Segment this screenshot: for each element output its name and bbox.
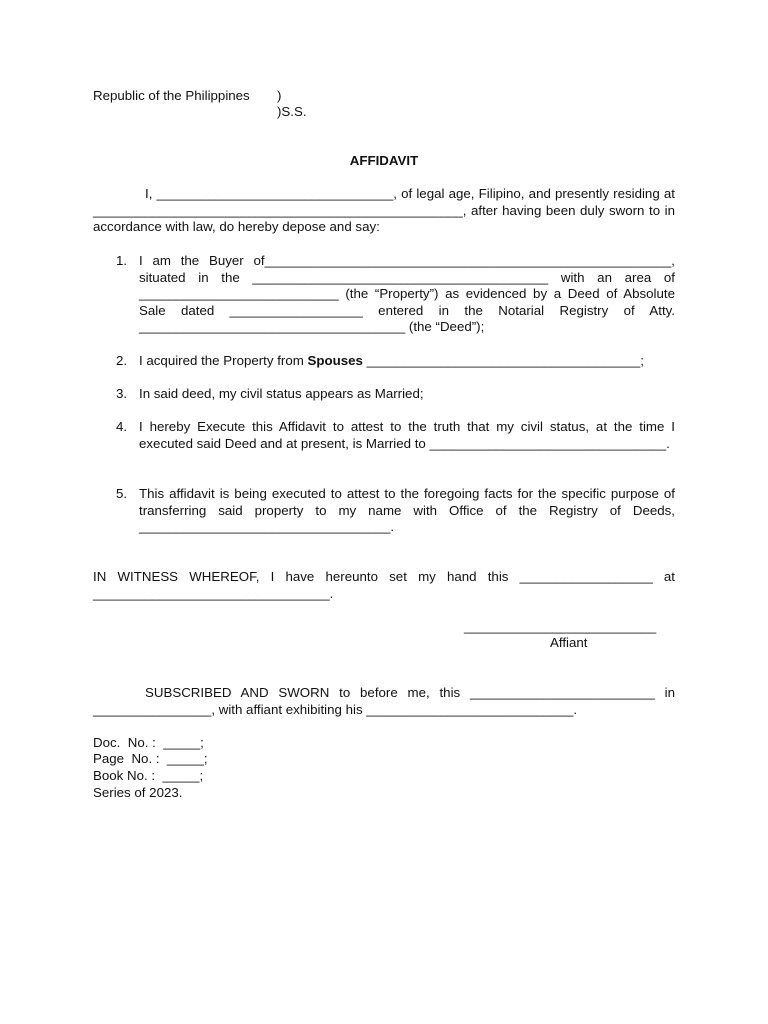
venue-republic: Republic of the Philippines bbox=[93, 88, 250, 103]
item-4-text: I hereby Execute this Affidavit to attest to the truth that my civil status, at the time I executed said Deed and at present, is Married to ________________________________. bbox=[139, 419, 675, 451]
intro-text: I, ________________________________, of legal age, Filipino, and presently residing at __________________________________________________, after having been duly sworn to in accordance with law, do hereby depose and say: bbox=[93, 186, 675, 235]
witness-paragraph: IN WITNESS WHEREOF, I have hereunto set my hand this __________________ at ________________________________. bbox=[93, 569, 675, 601]
item-4-number: 4. bbox=[116, 419, 128, 434]
item-5-text: This affidavit is being executed to attest to the foregoing facts for the specific purpose of transferring said property to my name with Office of the Registry of Deeds, __________________________________. bbox=[139, 486, 675, 535]
item-2-text-after: _____________________________________; bbox=[362, 353, 644, 368]
item-2-number: 2. bbox=[116, 353, 128, 368]
jurat-text: SUBSCRIBED AND SWORN to before me, this _________________________ in ________________, with affiant exhibiting his ____________________________. bbox=[93, 685, 675, 717]
page-no: Page No. : _____; bbox=[93, 751, 208, 766]
item-3-number: 3. bbox=[116, 386, 128, 401]
series: Series of 2023. bbox=[93, 785, 183, 800]
book-no: Book No. : _____; bbox=[93, 768, 204, 783]
item-5-number: 5. bbox=[116, 486, 128, 501]
item-2-bold: Spouses bbox=[307, 353, 363, 368]
intro-paragraph bbox=[93, 186, 675, 236]
venue-paren: ) bbox=[277, 88, 282, 103]
venue-ss: )S.S. bbox=[277, 104, 307, 119]
item-2-text-before: I acquired the Property from bbox=[139, 353, 308, 368]
item-1-text: I am the Buyer of_______________________________________________________, situated in the ________________________________________ with an area of ___________________________ (the “Property”) as evidenced by a Deed of Absolute Sale dated __________________ entered in the Notarial Registry of Atty. ____________________________________ (the “Deed”); bbox=[139, 253, 675, 335]
signature-label: Affiant bbox=[550, 635, 588, 650]
jurat-paragraph bbox=[93, 685, 675, 718]
item-2 bbox=[139, 353, 675, 370]
item-3-text: In said deed, my civil status appears as Married; bbox=[139, 386, 424, 401]
document-title: AFFIDAVIT bbox=[349, 153, 419, 168]
doc-no: Doc. No. : _____; bbox=[93, 735, 204, 750]
item-1-number: 1. bbox=[116, 253, 128, 268]
signature-line: __________________________ bbox=[464, 619, 657, 634]
